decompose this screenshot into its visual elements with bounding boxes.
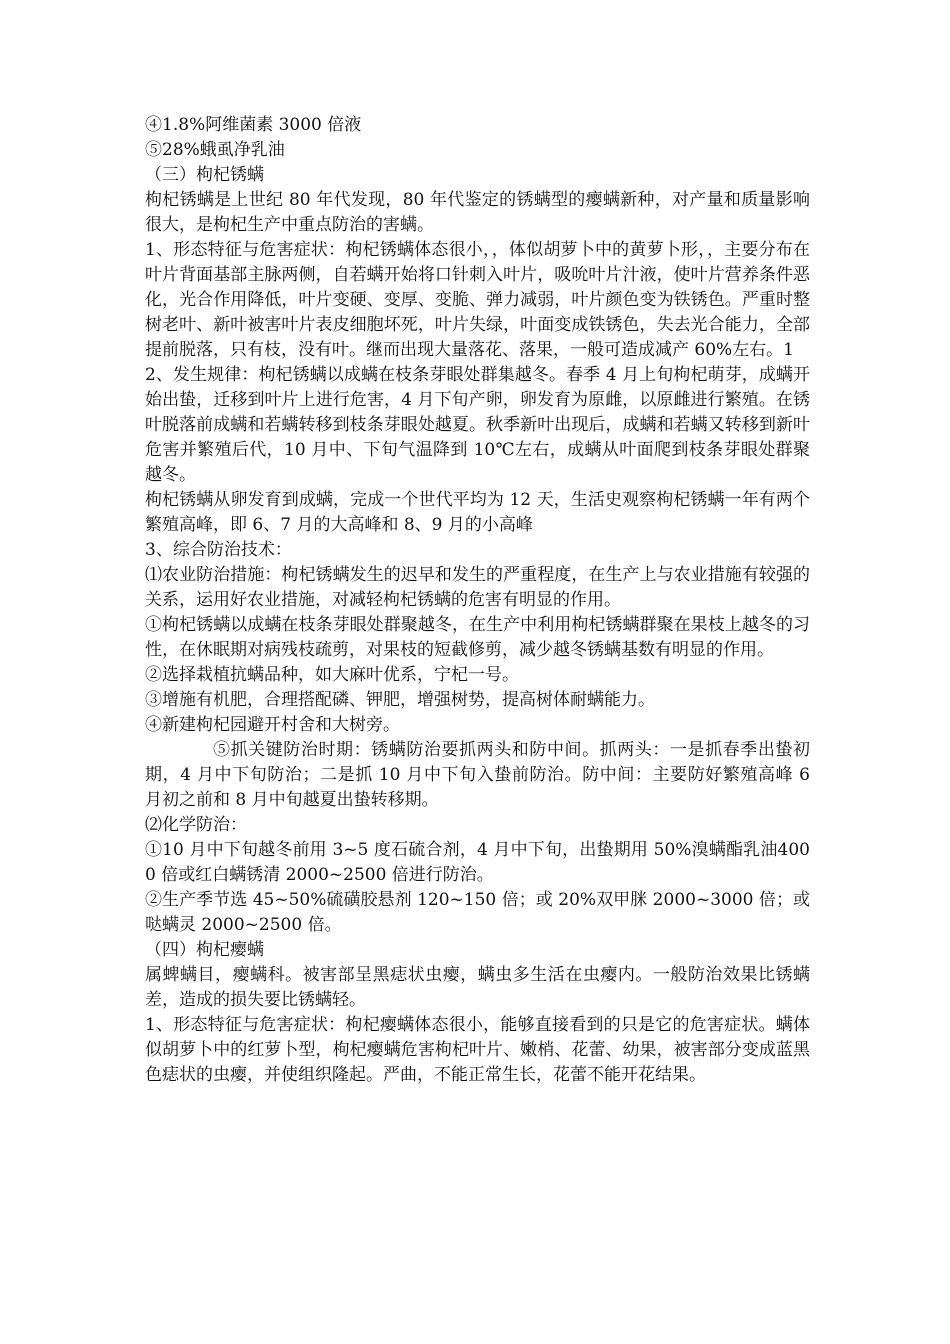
rust-mite-morphology: 1、形态特征与危害症状：枸杞锈螨体态很小，，体似胡萝卜中的黄萝卜形，，主要分布在叶片背面基部主脉两侧，自若螨开始将口针刺入叶片，吸吮叶片汁液，使叶片营养条件恶化，光合作用降低，叶片变硬、变厚、变脆、弹力减弱，叶片颜色变为铁锈色。严重时整树老叶、新叶被害叶片表皮细胞坏死，叶片失绿，叶面变成铁锈色，失去光合能力，全部提前脱落，只有枝，没有叶。继而出现大量落花、落果，一般可造成减产 60%左右。1: [145, 240, 810, 360]
gall-mite-intro: 属蜱螨目，瘿螨科。被害部呈黑痣状虫瘿，螨虫多生活在虫瘿内。一般防治效果比锈螨差，造成的损失要比锈螨轻。: [145, 965, 810, 1010]
item-ehsj-emulsion: ⑤28%蛾虱净乳油: [145, 140, 285, 160]
section-heading-gall-mite: （四）枸杞瘿螨: [145, 940, 264, 960]
chemical-measure-2: ②生产季节选 45~50%硫磺胶悬剂 120~150 倍；或 20%双甲脒 2000~3000 倍；或哒螨灵 2000~2500 倍。: [145, 890, 810, 935]
rust-mite-intro: 枸杞锈螨是上世纪 80 年代发现，80 年代鉴定的锈螨型的瘿螨新种，对产量和质量影响很大，是枸杞生产中重点防治的害螨。: [145, 190, 810, 235]
integrated-control-heading: 3、综合防治技术：: [145, 540, 292, 560]
agri-measure-2: ②选择栽植抗螨品种，如大麻叶优系，宁杞一号。: [145, 665, 519, 685]
item-avermectin: ④1.8%阿维菌素 3000 倍液: [145, 115, 362, 135]
agri-measure-5: ⑤抓关键防治时期：锈螨防治要抓两头和防中间。抓两头：一是抓春季出蛰初期，4 月中下旬防治；二是抓 10 月中下旬入蛰前防治。防中间：主要防好繁殖高峰 6 月初之前和 8 月中旬越夏出蛰转移期。: [145, 740, 810, 810]
agricultural-control: ⑴农业防治措施：枸杞锈螨发生的迟早和发生的严重程度，在生产上与农业措施有较强的关系，运用好农业措施，对减轻枸杞锈螨的危害有明显的作用。: [145, 565, 810, 610]
agri-measure-1: ①枸杞锈螨以成螨在枝条芽眼处群聚越冬，在生产中利用枸杞锈螨群聚在果枝上越冬的习性，在休眠期对病残枝疏剪，对果枝的短截修剪，减少越冬锈螨基数有明显的作用。: [145, 615, 810, 660]
rust-mite-occurrence: 2、发生规律：枸杞锈螨以成螨在枝条芽眼处群集越冬。春季 4 月上旬枸杞萌芽，成螨开始出蛰，迁移到叶片上进行危害，4 月下旬产卵，卵发育为原雌，以原雌进行繁殖。在锈叶脱落前成螨和若螨转移到枝条芽眼处越夏。秋季新叶出现后，成螨和若螨又转移到新叶危害并繁殖后代，10 月中、下旬气温降到 10℃左右，成螨从叶面爬到枝条芽眼处群聚越冬。: [145, 365, 810, 485]
agri-measure-3: ③增施有机肥，合理搭配磷、钾肥，增强树势，提高树体耐螨能力。: [145, 690, 655, 710]
chemical-measure-1: ①10 月中下旬越冬前用 3~5 度石硫合剂，4 月中下旬，出蛰期用 50%溴螨酯乳油4000 倍或红白螨锈清 2000~2500 倍进行防治。: [145, 840, 810, 885]
document-page: [145, 113, 810, 1088]
agri-measure-4: ④新建枸杞园避开村舍和大树旁。: [145, 715, 400, 735]
gall-mite-morphology: 1、形态特征与危害症状：枸杞瘿螨体态很小，能够直接看到的只是它的危害症状。螨体似胡萝卜中的红萝卜型，枸杞瘿螨危害枸杞叶片、嫩梢、花蕾、幼果，被害部分变成蓝黑色痣状的虫瘿，并使组织隆起。严曲，不能正常生长，花蕾不能开花结果。: [145, 1015, 810, 1085]
section-heading-rust-mite: （三）枸杞锈螨: [145, 165, 264, 185]
rust-mite-life-cycle: 枸杞锈螨从卵发育到成螨，完成一个世代平均为 12 天，生活史观察枸杞锈螨一年有两个繁殖高峰，即 6、7 月的大高峰和 8、9 月的小高峰: [145, 490, 810, 535]
chemical-control-heading: ⑵化学防治：: [145, 815, 247, 835]
